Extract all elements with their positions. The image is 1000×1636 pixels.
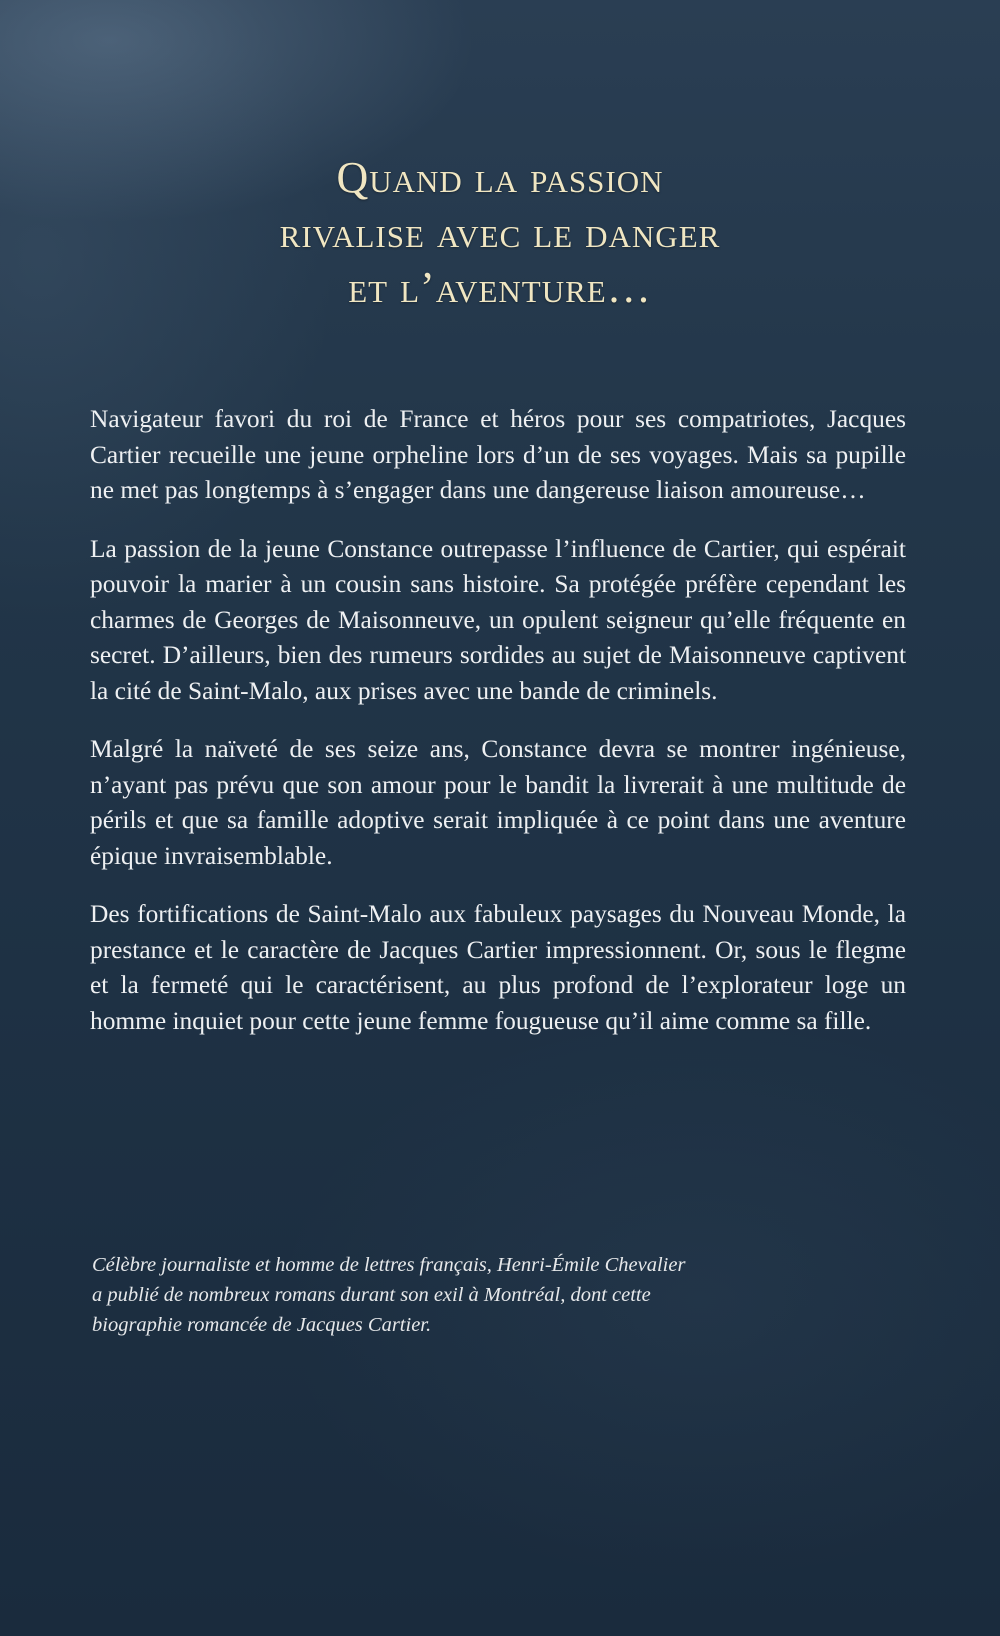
headline-line: Quand la passion — [336, 153, 664, 202]
headline-line: rivalise avec le danger — [279, 208, 721, 257]
author-bio-line: a publié de nombreux romans durant son exil à Montréal, dont cette — [92, 1284, 651, 1306]
author-bio — [92, 1250, 732, 1340]
blurb-paragraph: La passion de la jeune Constance outrepasse l’influence de Cartier, qui espérait pouvoir la marier à un cousin sans histoire. Sa protégée préfère cependant les charmes de Georges de Maisonneuve, un opulent seigneur qu’elle fréquente en secret. D’ailleurs, bien des rumeurs sordides au sujet de Maisonneuve captivent la cité de Saint-Malo, aux prises avec une bande de criminels. — [90, 534, 906, 705]
headline — [120, 150, 880, 315]
author-bio-line: biographie romancée de Jacques Cartier. — [92, 1314, 432, 1336]
blurb-paragraph: Navigateur favori du roi de France et héros pour ses compatriotes, Jacques Cartier recueille une jeune orpheline lors d’un de ses voyages. Mais sa pupille ne met pas longtemps à s’engager dans une dangereuse liaison amoureuse… — [90, 405, 906, 504]
author-bio-line: Célèbre journaliste et homme de lettres français, Henri-Émile Chevalier — [92, 1254, 686, 1276]
blurb-paragraph: Malgré la naïveté de ses seize ans, Constance devra se montrer ingénieuse, n’ayant pas prévu que son amour pour le bandit la livrerait à une multitude de périls et que sa famille adoptive serait impliquée à ce point dans une aventure épique invraisemblable. — [90, 735, 906, 870]
blurb-paragraph: Des fortifications de Saint-Malo aux fabuleux paysages du Nouveau Monde, la prestance et le caractère de Jacques Cartier impressionnent. Or, sous le flegme et la fermeté qui le caractérisent, au plus profond de l’explorateur loge un homme inquiet pour cette jeune femme fougueuse qu’il aime comme sa fille. — [90, 900, 906, 1035]
headline-line: et l’aventure… — [348, 263, 652, 312]
book-blurb — [90, 402, 906, 1062]
